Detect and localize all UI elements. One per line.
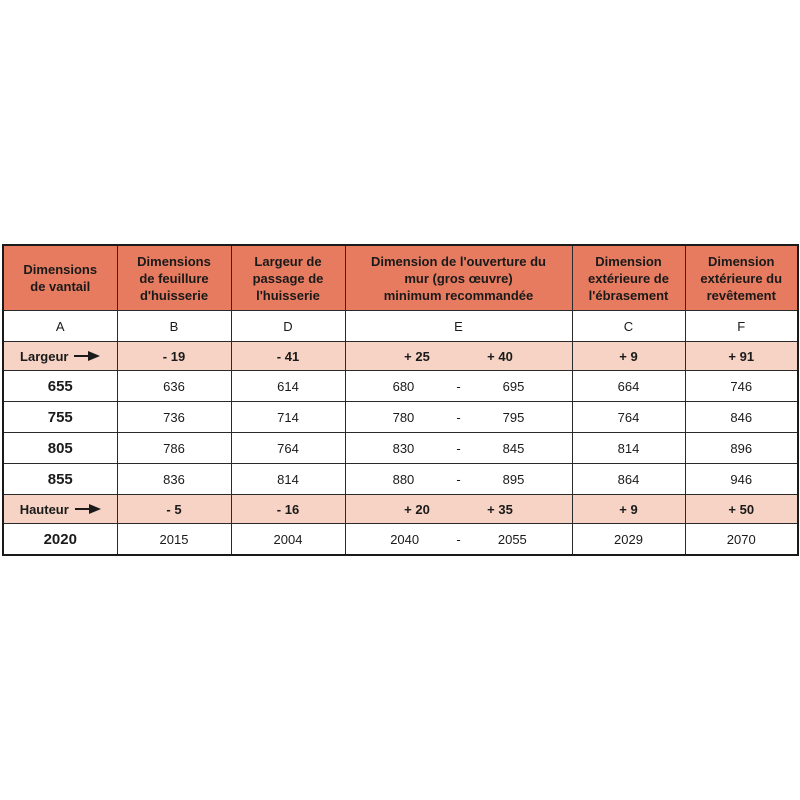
header-row (3, 245, 798, 311)
largeur-delta-c: + 9 (572, 342, 685, 371)
largeur-delta-f: + 91 (685, 342, 798, 371)
header-exterieure-revetement (685, 245, 798, 311)
range (346, 472, 572, 487)
header-line: d'huisserie (139, 287, 209, 303)
range-separator: - (456, 531, 461, 547)
range-max: 845 (502, 440, 525, 456)
column-letter: B (117, 311, 231, 342)
range-separator: - (456, 409, 461, 425)
cell-c: 814 (572, 433, 685, 464)
row-label (20, 349, 100, 364)
cell-e (345, 371, 572, 402)
header-line: Dimension de l'ouverture du (370, 253, 546, 269)
cell-f: 746 (685, 371, 798, 402)
hauteur-delta-f: + 50 (685, 495, 798, 524)
range-max: + 35 (487, 501, 513, 517)
cell-f: 846 (685, 402, 798, 433)
range-max: 895 (502, 471, 525, 487)
range-min: 880 (392, 471, 415, 487)
range (346, 441, 572, 456)
table-row (3, 433, 798, 464)
hauteur-delta-d: - 16 (231, 495, 345, 524)
vantail-width: 855 (3, 464, 117, 495)
column-letter: A (3, 311, 117, 342)
header-line: Dimension (595, 253, 662, 269)
range-max: 2055 (497, 531, 527, 547)
range (346, 349, 572, 364)
cell-f: 896 (685, 433, 798, 464)
header-line: Largeur de (254, 253, 322, 269)
arrow-right-icon (75, 504, 101, 514)
cell-f: 946 (685, 464, 798, 495)
header-line: Dimension (708, 253, 775, 269)
table-row (3, 464, 798, 495)
cell-b: 2015 (117, 524, 231, 556)
vantail-width: 805 (3, 433, 117, 464)
header-line: minimum recommandée (383, 287, 534, 303)
largeur-delta-e (345, 342, 572, 371)
range-min: 780 (392, 409, 415, 425)
hauteur-delta-c: + 9 (572, 495, 685, 524)
range-min: 2040 (390, 531, 420, 547)
column-letter: D (231, 311, 345, 342)
header-line: mur (gros œuvre) (404, 270, 513, 286)
range-max: + 40 (487, 348, 513, 364)
cell-e (345, 402, 572, 433)
header-line: l'huisserie (256, 287, 320, 303)
header-largeur-passage (231, 245, 345, 311)
range-min: 680 (392, 378, 415, 394)
cell-f: 2070 (685, 524, 798, 556)
hauteur-label: Hauteur (19, 501, 69, 517)
header-line: de feuillure (139, 270, 209, 286)
header-line: Dimensions (137, 253, 211, 269)
header-dimensions-vantail (3, 245, 117, 311)
vantail-width: 655 (3, 371, 117, 402)
header-line: Dimensions (23, 262, 98, 277)
cell-c: 764 (572, 402, 685, 433)
cell-d: 2004 (231, 524, 345, 556)
largeur-delta-row (3, 342, 798, 371)
row-label (20, 502, 101, 517)
range-min: 830 (392, 440, 415, 456)
column-letters-row (3, 311, 798, 342)
cell-b: 786 (117, 433, 231, 464)
hauteur-label-cell (3, 495, 117, 524)
hauteur-delta-b: - 5 (117, 495, 231, 524)
range-separator: - (456, 471, 461, 487)
largeur-delta-d: - 41 (231, 342, 345, 371)
range-separator: - (456, 378, 461, 394)
column-letter: F (685, 311, 798, 342)
largeur-delta-b: - 19 (117, 342, 231, 371)
cell-d: 614 (231, 371, 345, 402)
range-min: + 20 (404, 501, 430, 517)
range (346, 502, 572, 517)
cell-d: 764 (231, 433, 345, 464)
cell-b: 836 (117, 464, 231, 495)
table-row (3, 371, 798, 402)
dimensions-table (2, 244, 799, 556)
header-line: extérieure de (588, 270, 669, 286)
cell-c: 664 (572, 371, 685, 402)
hauteur-delta-e (345, 495, 572, 524)
table-row (3, 402, 798, 433)
cell-c: 2029 (572, 524, 685, 556)
table-row (3, 524, 798, 556)
range (346, 532, 572, 547)
range (346, 410, 572, 425)
range-separator: - (456, 440, 461, 456)
header-line: extérieure du (700, 270, 783, 286)
vantail-width: 755 (3, 402, 117, 433)
largeur-label-cell (3, 342, 117, 371)
header-line: l'ébrasement (588, 287, 669, 303)
header-dimensions-feuillure (117, 245, 231, 311)
range-max: 695 (502, 378, 525, 394)
cell-d: 714 (231, 402, 345, 433)
cell-b: 736 (117, 402, 231, 433)
header-line: revêtement (706, 287, 776, 303)
vantail-height: 2020 (3, 524, 117, 556)
hauteur-delta-row (3, 495, 798, 524)
column-letter: C (572, 311, 685, 342)
cell-d: 814 (231, 464, 345, 495)
range (346, 379, 572, 394)
header-line: de vantail (30, 279, 91, 294)
range-max: 795 (502, 409, 525, 425)
cell-c: 864 (572, 464, 685, 495)
cell-b: 636 (117, 371, 231, 402)
range-min: + 25 (404, 348, 430, 364)
largeur-label: Largeur (20, 348, 69, 364)
cell-e (345, 464, 572, 495)
column-letter: E (345, 311, 572, 342)
header-exterieure-ebrasement (572, 245, 685, 311)
cell-e (345, 433, 572, 464)
header-line: passage de (252, 270, 324, 286)
arrow-right-icon (74, 351, 100, 361)
cell-e (345, 524, 572, 556)
header-ouverture-mur (345, 245, 572, 311)
